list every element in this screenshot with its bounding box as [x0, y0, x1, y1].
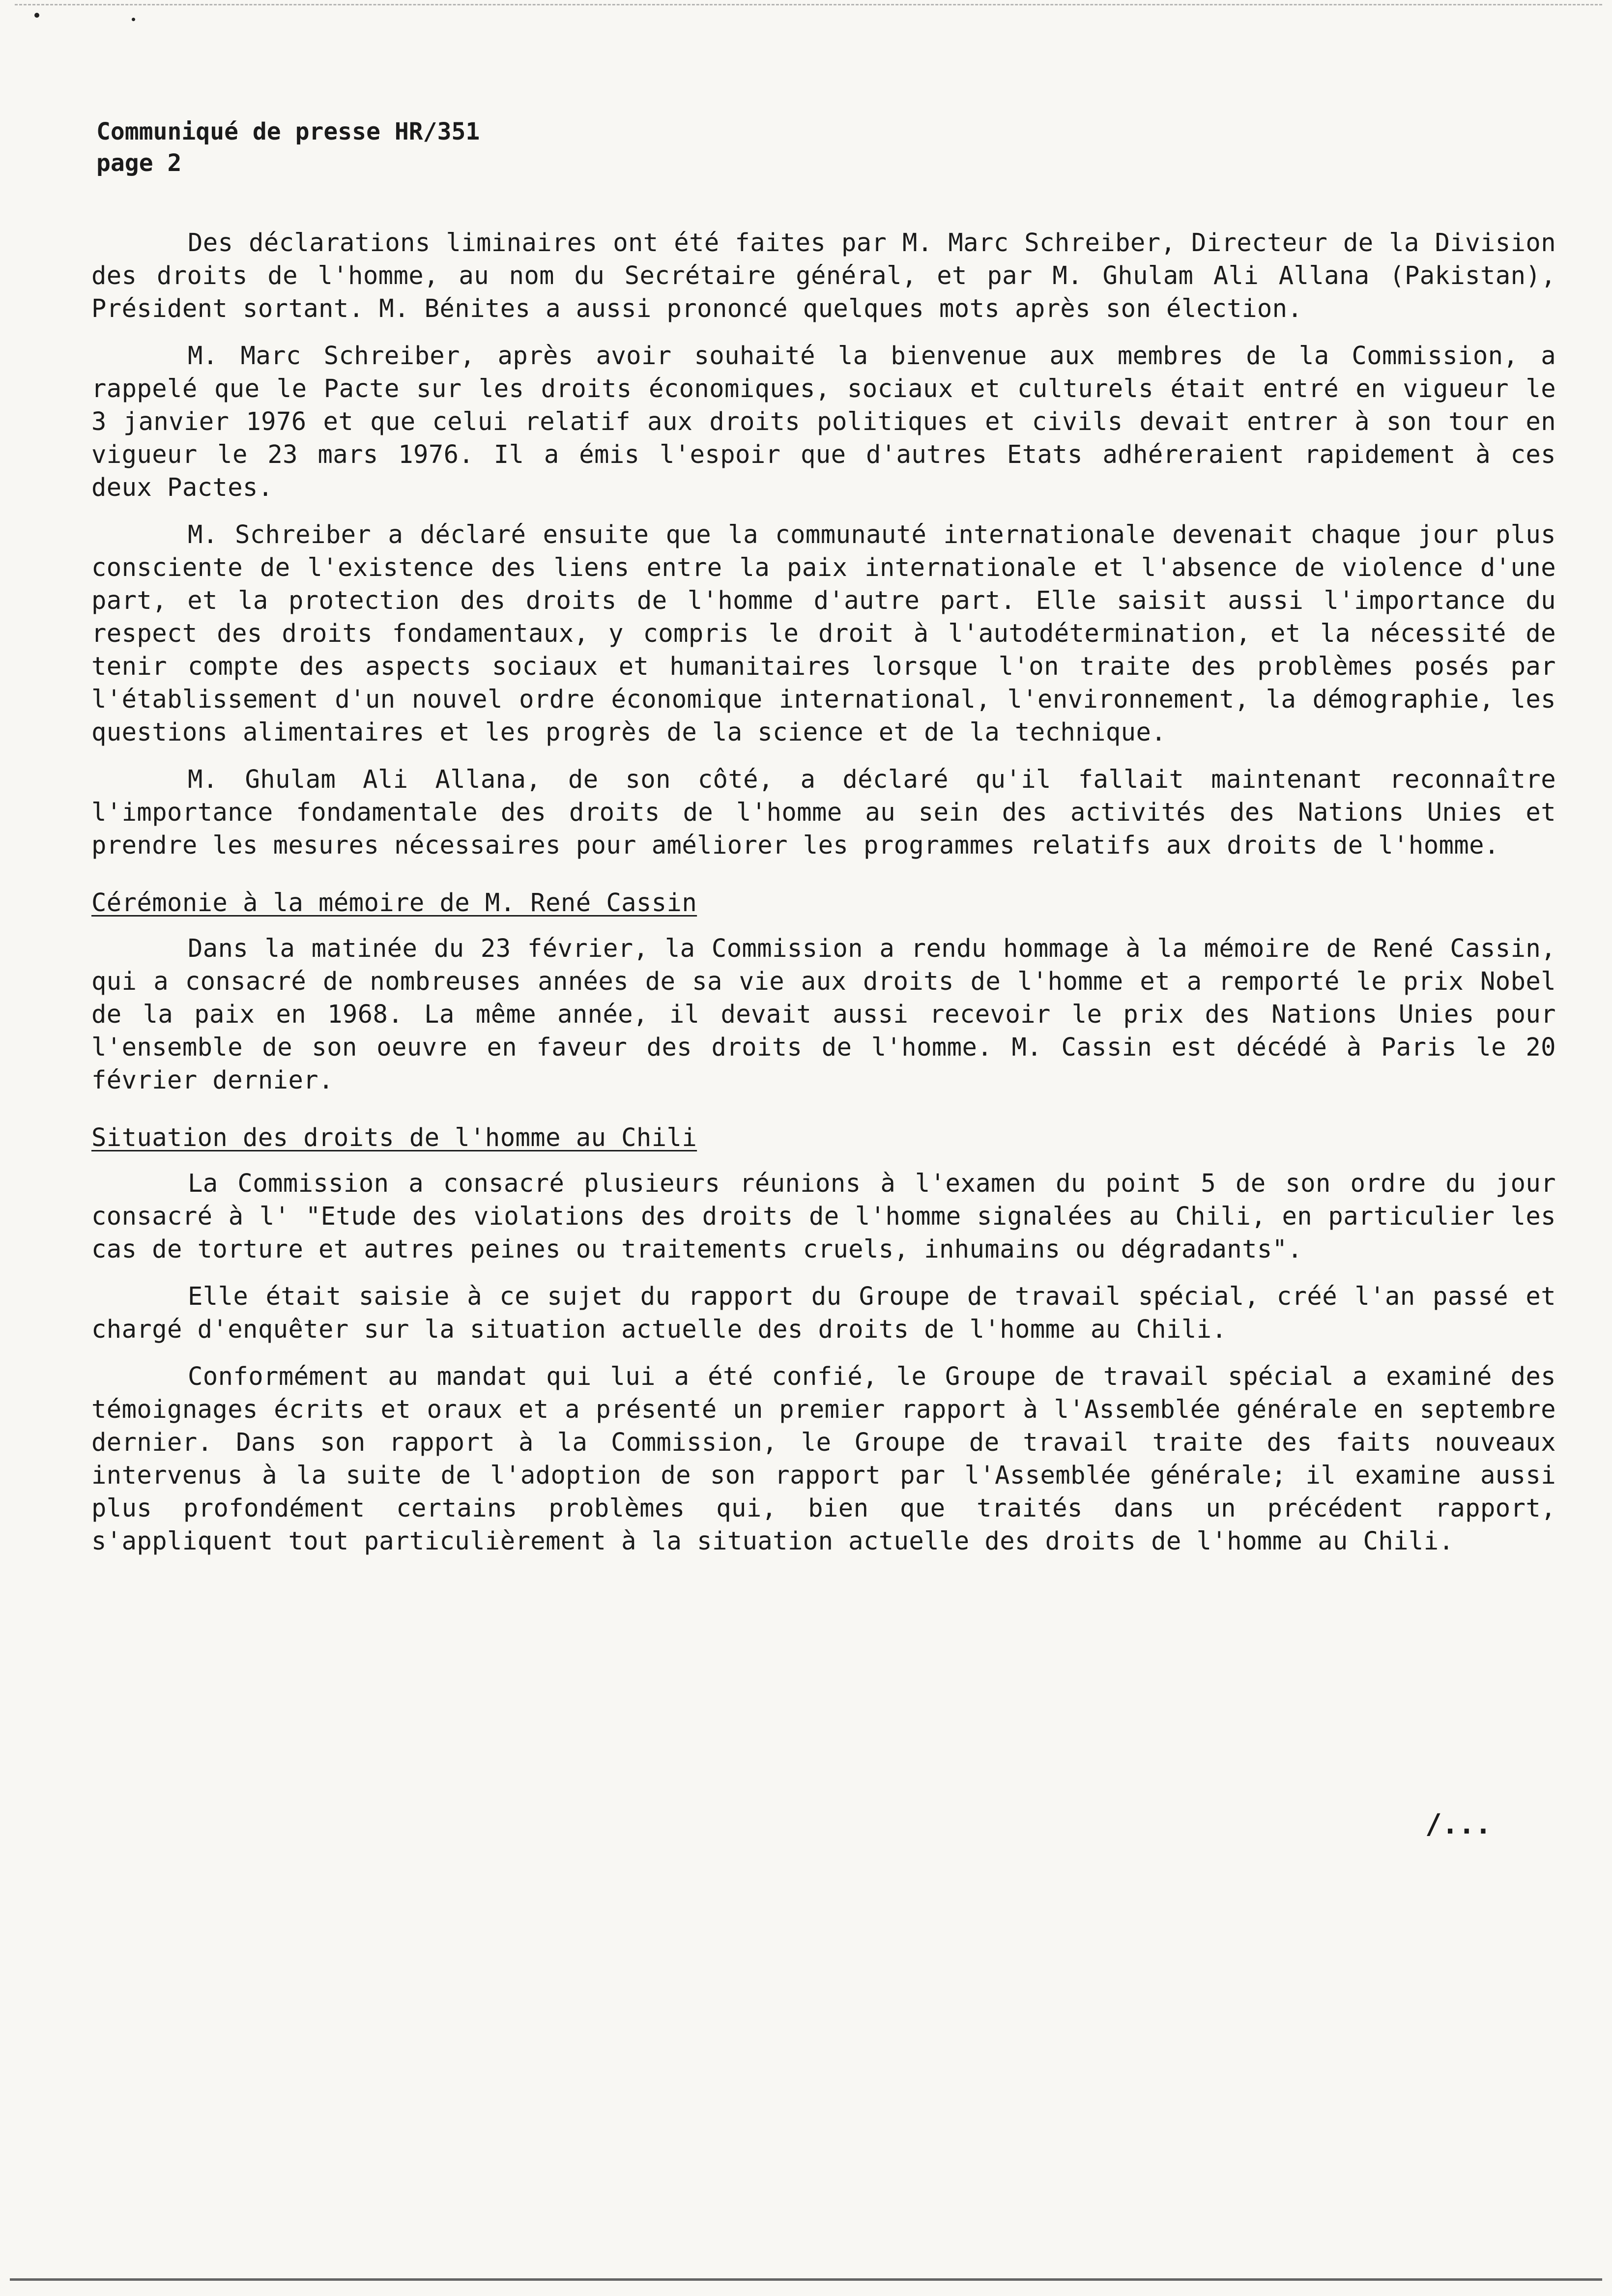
paragraph: Dans la matinée du 23 février, la Commission a rendu hommage à la mémoire de René Cassin, qui a consacré de nombreuses années de sa vie aux droits de l'homme et a remporté le prix Nobel de la paix en 1968. La même année, il devait aussi recevoir le prix des Nations Unies pour l'ensemble de son oeuvre en faveur des droits de l'homme. M. Cassin est décédé à Paris le 20 février dernier. — [91, 934, 1556, 1094]
scan-speck — [34, 13, 39, 18]
document-body — [91, 226, 1556, 1572]
paragraph: Elle était saisie à ce sujet du rapport du Groupe de travail spécial, créé l'an passé et chargé d'enquêter sur la situation actuelle des droits de l'homme au Chili. — [91, 1282, 1556, 1344]
bottom-edge-rule — [10, 2278, 1602, 2281]
section-heading-cassin: Cérémonie à la mémoire de M. René Cassin — [91, 888, 697, 917]
scan-speck — [132, 18, 135, 21]
paragraph: M. Ghulam Ali Allana, de son côté, a déclaré qu'il fallait maintenant reconnaître l'importance fondamentale des droits de l'homme au sein des activités des Nations Unies et prendre les mesures nécessaires pour améliorer les programmes relatifs aux droits de l'homme. — [91, 765, 1556, 860]
header-page-number: page 2 — [96, 149, 182, 177]
paragraph: Des déclarations liminaires ont été faites par M. Marc Schreiber, Directeur de la Division des droits de l'homme, au nom du Secrétaire général, et par M. Ghulam Ali Allana (Pakistan), Président sortant. M. Bénites a aussi prononcé quelques mots après son élection. — [91, 228, 1556, 323]
paragraph: M. Schreiber a déclaré ensuite que la communauté internationale devenait chaque jour plus consciente de l'existence des liens entre la paix internationale et l'absence de violence d'une part, et la protection des droits de l'homme d'autre part. Elle saisit aussi l'importance du respect des droits fondamentaux, y compris le droit à l'autodétermination, et la nécessité de tenir compte des aspects sociaux et humanitaires lorsque l'on traite des problèmes posés par l'établissement d'un nouvel ordre économique international, l'environnement, la démographie, les questions alimentaires et les progrès de la science et de la technique. — [91, 520, 1556, 746]
top-edge-rule — [15, 4, 1602, 5]
paragraph: Conformément au mandat qui lui a été confié, le Groupe de travail spécial a examiné des témoignages écrits et oraux et a présenté un premier rapport à l'Assemblée générale en septembre dernier. Dans son rapport à la Commission, le Groupe de travail traite des faits nouveaux intervenus à la suite de l'adoption de son rapport par l'Assemblée générale; il examine aussi plus profondément certains problèmes qui, bien que traités dans un précédent rapport, s'appliquent tout particulièrement à la situation actuelle des droits de l'homme au Chili. — [91, 1362, 1556, 1555]
header-reference: Communiqué de presse HR/351 — [96, 118, 480, 145]
document-header — [96, 116, 480, 179]
continuation-mark: /... — [1425, 1808, 1492, 1840]
paragraph: La Commission a consacré plusieurs réunions à l'examen du point 5 de son ordre du jour consacré à l' "Etude des violations des droits de l'homme signalées au Chili, en particulier les cas de torture et autres peines ou traitements cruels, inhumains ou dégradants". — [91, 1169, 1556, 1263]
paragraph: M. Marc Schreiber, après avoir souhaité la bienvenue aux membres de la Commission, a rappelé que le Pacte sur les droits économiques, sociaux et culturels était entré en vigueur le 3 janvier 1976 et que celui relatif aux droits politiques et civils devait entrer à son tour en vigueur le 23 mars 1976. Il a émis l'espoir que d'autres Etats adhéreraient rapidement à ces deux Pactes. — [91, 341, 1556, 502]
section-heading-chili: Situation des droits de l'homme au Chili — [91, 1123, 697, 1152]
